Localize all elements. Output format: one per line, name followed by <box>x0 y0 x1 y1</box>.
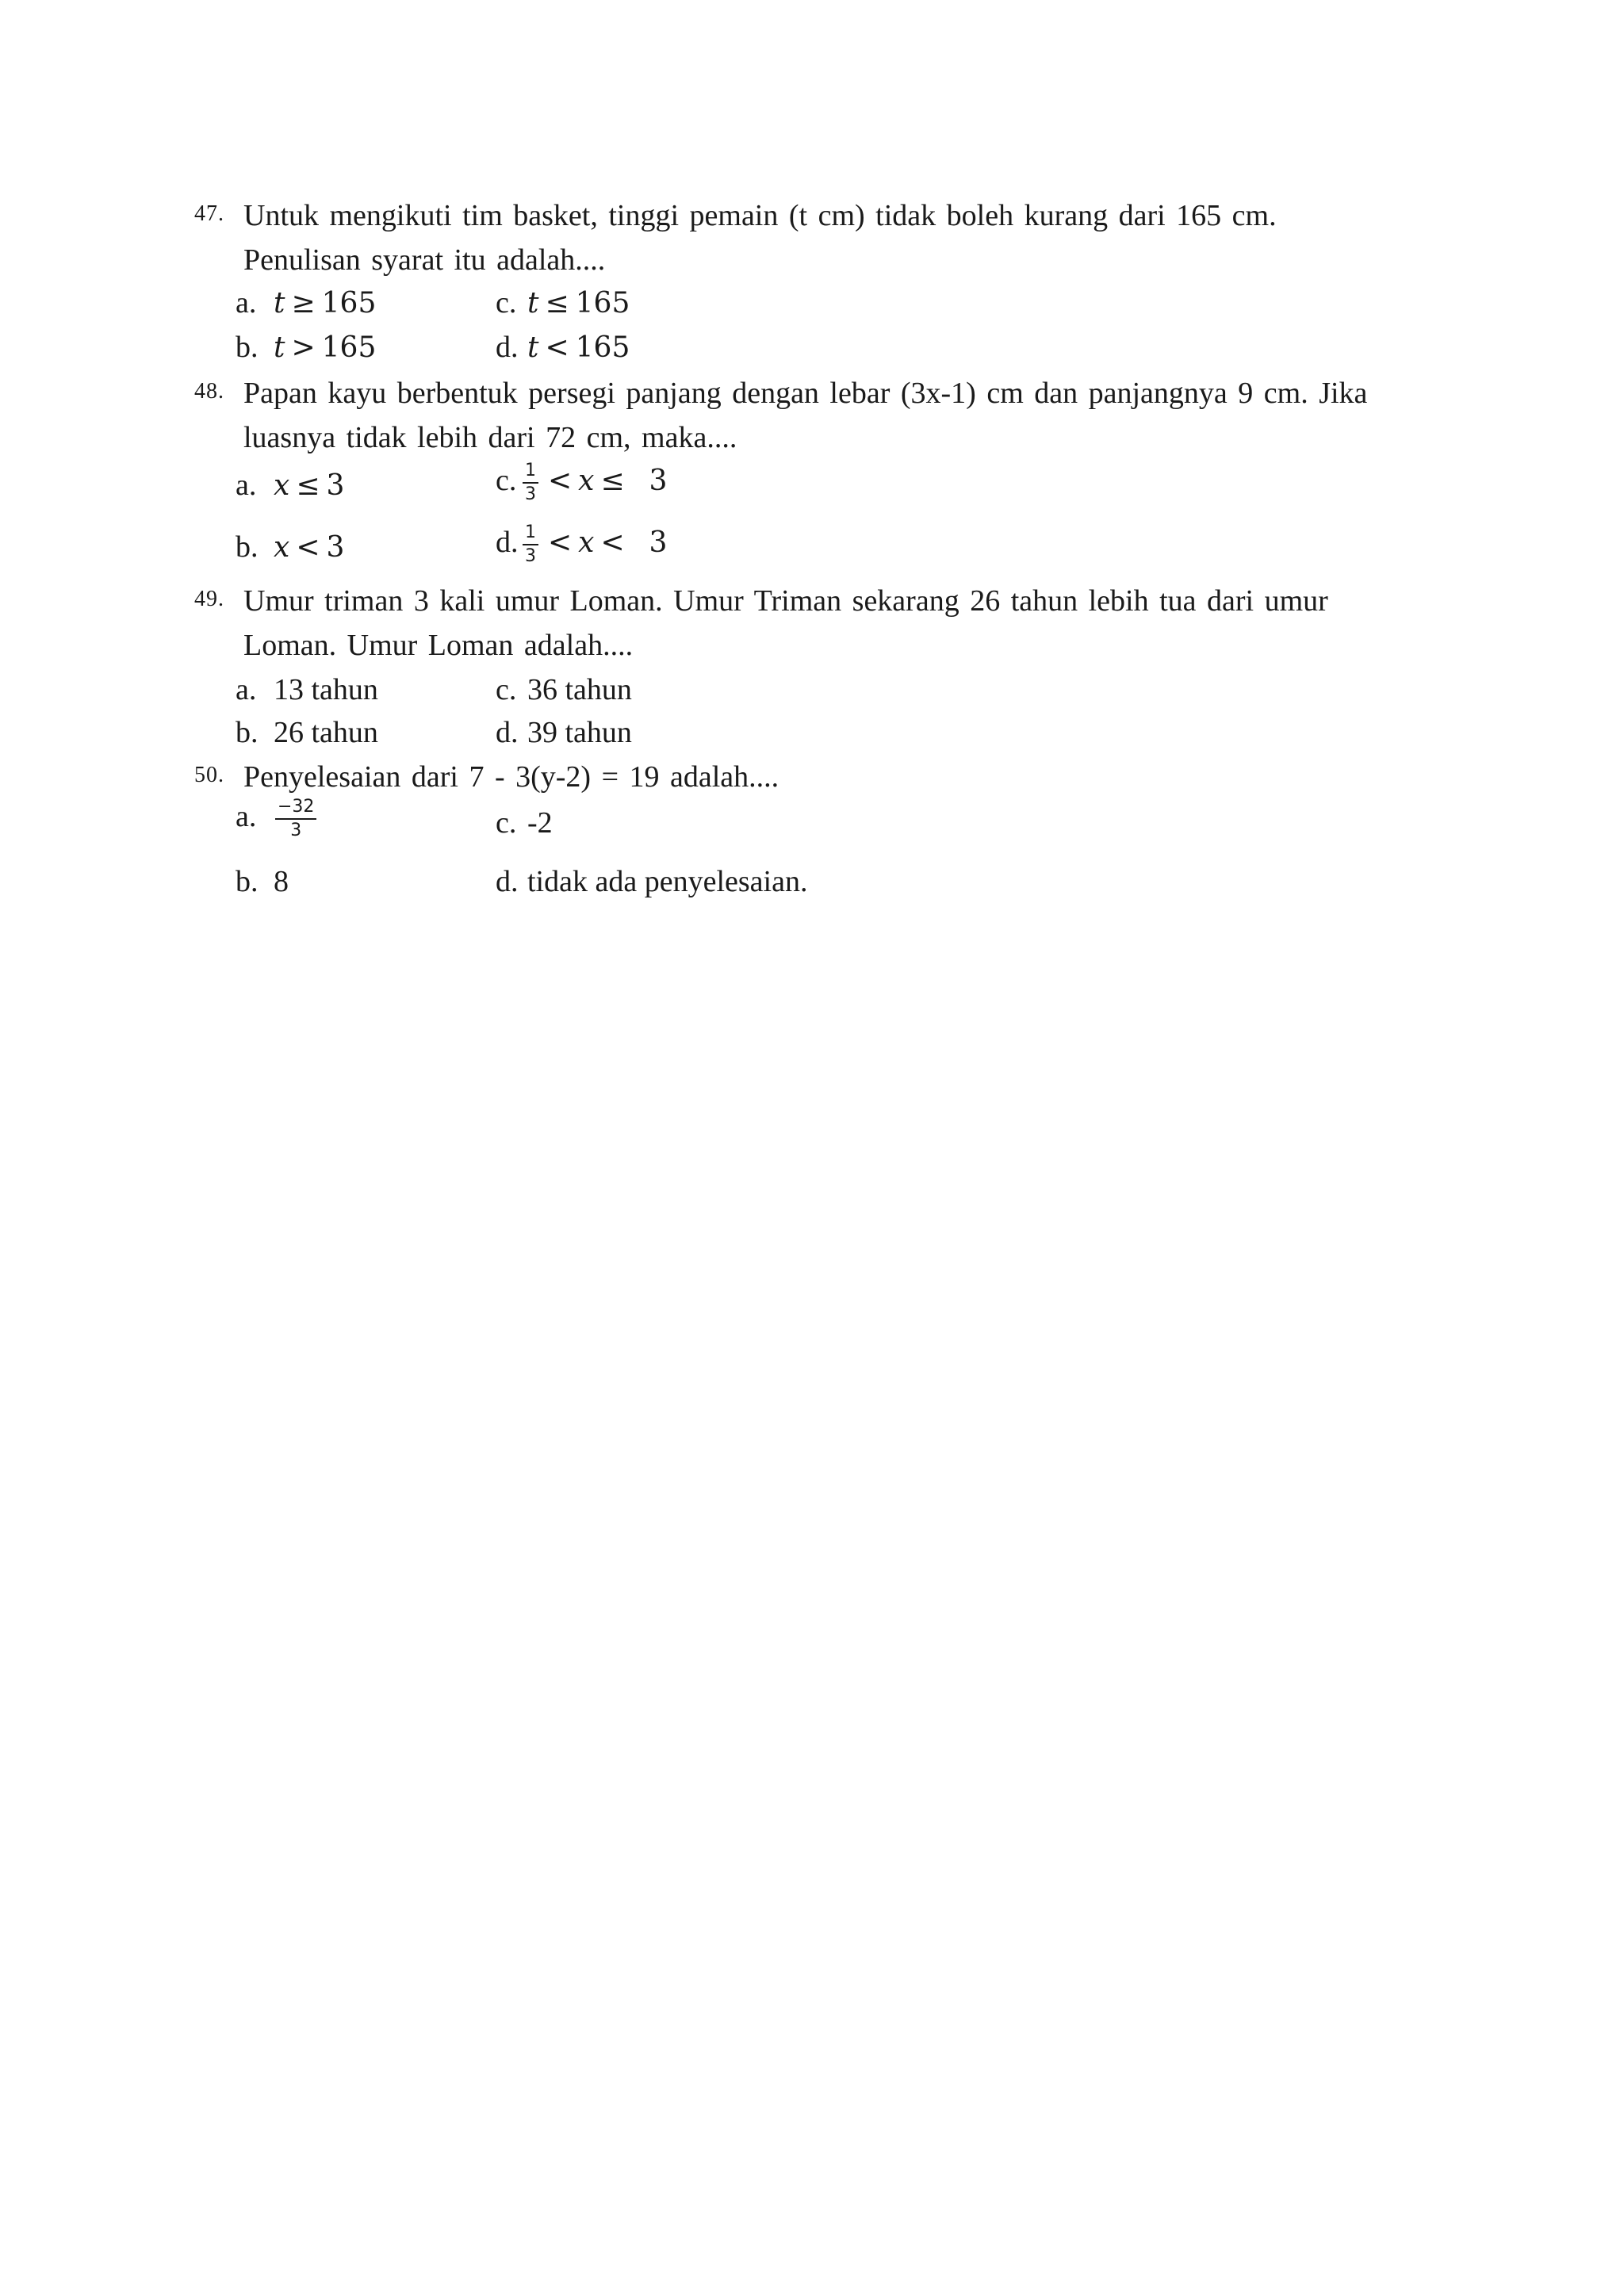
option-math: t ≥ 165 <box>274 287 377 320</box>
option-text: 8 <box>274 865 289 898</box>
question-line: Umur triman 3 kali umur Loman. Umur Triman sekarang 26 tahun lebih tua dari umur <box>243 584 1328 618</box>
option-letter: b. <box>236 716 259 749</box>
question-line: Papan kayu berbentuk persegi panjang dengan lebar (3x-1) cm dan panjangnya 9 cm. Jika <box>243 377 1368 410</box>
option-math: t ≤ 165 <box>527 287 630 320</box>
option-letter: a. <box>236 800 257 833</box>
question-line: Penyelesaian dari 7 - 3(y-2) = 19 adalah.... <box>243 760 779 794</box>
option-a <box>236 798 320 840</box>
option-a <box>236 284 376 323</box>
question-text <box>243 193 1465 282</box>
question-text <box>243 371 1465 460</box>
option-letter: d. <box>496 331 519 364</box>
question-49 <box>194 579 1447 753</box>
question-line: Penulisan syarat itu adalah.... <box>243 243 606 277</box>
option-letter: a. <box>236 673 257 706</box>
option-letter: c. <box>496 286 517 320</box>
option-d <box>496 523 667 566</box>
option-letter: c. <box>496 673 517 706</box>
option-c <box>496 461 667 504</box>
fraction: $\frac{1}{3}$ <box>523 461 538 504</box>
option-math: < x ≤ 3 <box>548 465 668 497</box>
option-letter: b. <box>236 530 259 564</box>
option-letter: c. <box>496 806 517 840</box>
option-d <box>496 328 630 367</box>
question-text <box>243 579 1465 668</box>
option-text: 36 tahun <box>527 673 632 706</box>
option-math: t > 165 <box>274 331 377 364</box>
option-letter: a. <box>236 469 257 502</box>
option-d <box>496 863 807 901</box>
fraction: $\frac{-32}{3}$ <box>275 798 316 840</box>
option-math: x < 3 <box>274 531 345 564</box>
option-c <box>496 671 632 709</box>
option-a <box>236 671 378 709</box>
option-text: -2 <box>527 806 553 840</box>
question-text <box>243 755 1465 799</box>
option-b <box>236 328 376 367</box>
option-b <box>236 714 378 752</box>
question-number: 48. <box>194 379 224 404</box>
option-c <box>496 284 630 323</box>
option-letter: d. <box>496 865 519 898</box>
question-line: Untuk mengikuti tim basket, tinggi pemain (t cm) tidak boleh kurang dari 165 cm. <box>243 199 1277 232</box>
option-c <box>496 804 553 842</box>
question-number: 47. <box>194 201 224 226</box>
option-letter: b. <box>236 865 259 898</box>
option-math: < x < 3 <box>548 526 668 559</box>
option-b <box>236 863 289 901</box>
question-line: Loman. Umur Loman adalah.... <box>243 629 634 662</box>
option-text: 13 tahun <box>274 673 378 706</box>
option-math: t < 165 <box>527 331 630 364</box>
option-b <box>236 528 344 567</box>
option-text: 39 tahun <box>527 716 632 749</box>
question-48 <box>194 371 1447 585</box>
option-letter: d. <box>496 716 519 749</box>
option-a <box>236 466 344 505</box>
fraction: $\frac{1}{3}$ <box>523 523 538 566</box>
question-number: 50. <box>194 763 224 787</box>
option-letter: d. <box>496 526 519 559</box>
question-number: 49. <box>194 587 224 611</box>
question-line: luasnya tidak lebih dari 72 cm, maka.... <box>243 421 737 454</box>
question-47 <box>194 193 1447 376</box>
option-text: tidak ada penyelesaian. <box>527 865 808 898</box>
question-50 <box>194 755 1447 913</box>
option-text: 26 tahun <box>274 716 378 749</box>
option-letter: b. <box>236 331 259 364</box>
option-math: x ≤ 3 <box>274 469 345 502</box>
option-letter: c. <box>496 464 517 497</box>
option-letter: a. <box>236 286 257 320</box>
option-d <box>496 714 632 752</box>
